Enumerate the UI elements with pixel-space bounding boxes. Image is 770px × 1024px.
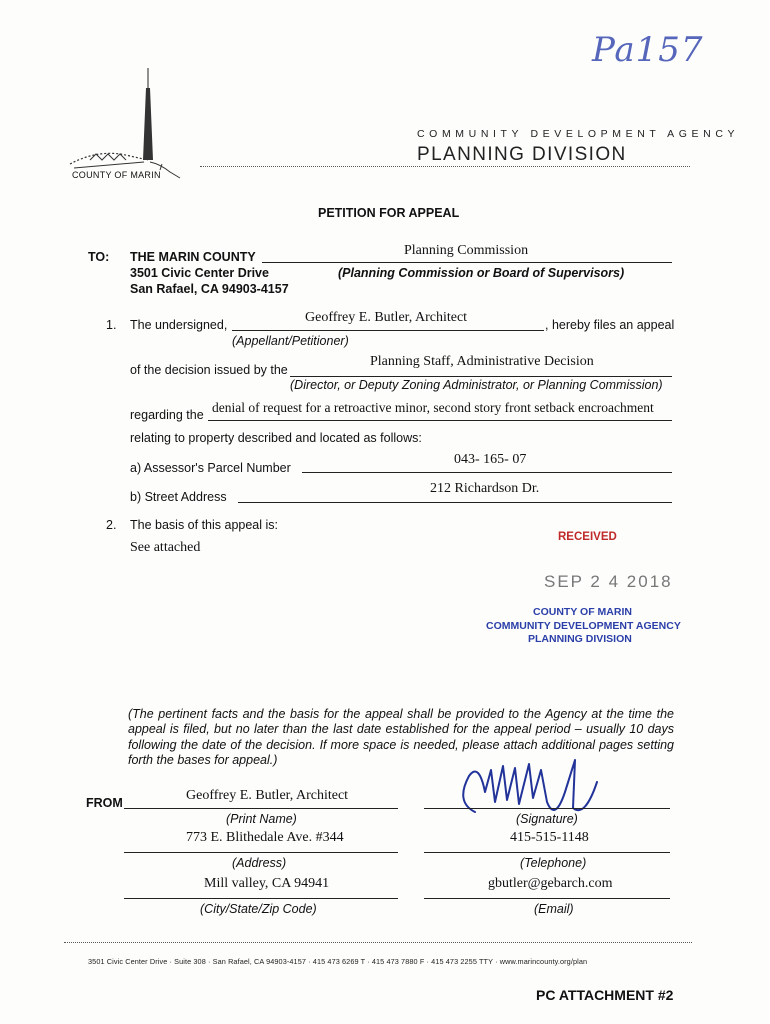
item1-number: 1. (106, 318, 117, 332)
signature-caption: (Signature) (516, 812, 578, 826)
to-label: TO: (88, 250, 110, 264)
item2-value: See attached (130, 540, 201, 555)
address-value: 773 E. Blithedale Ave. #344 (186, 830, 344, 845)
item1-prefix: The undersigned, (130, 318, 228, 332)
to-body-line (262, 262, 672, 263)
appellant-line (232, 330, 544, 331)
item2-label: The basis of this appeal is: (130, 518, 278, 532)
address-caption: (Address) (232, 856, 287, 870)
city-caption: (City/State/Zip Code) (200, 902, 317, 916)
to-line2: 3501 Civic Center Drive (130, 266, 269, 280)
street-line (238, 502, 672, 503)
city-line (124, 898, 398, 899)
email-line (424, 898, 670, 899)
signature-line (424, 808, 670, 809)
footer-address: 3501 Civic Center Drive · Suite 308 · San Rafael, CA 94903-4157 · 415 473 6269 T · 415 473 7880 F · 415 473 2255 TTY · www.marincounty.org/plan (88, 957, 588, 966)
agency-name: COMMUNITY DEVELOPMENT AGENCY (417, 128, 740, 140)
to-line1: THE MARIN COUNTY (130, 250, 256, 264)
letterhead-rule (200, 166, 690, 167)
address-line (124, 852, 398, 853)
email-value: gbutler@gebarch.com (488, 876, 613, 891)
parcel-value: 043- 165- 07 (454, 452, 527, 467)
street-value: 212 Richardson Dr. (430, 481, 540, 496)
to-line3: San Rafael, CA 94903-4157 (130, 282, 289, 296)
division-name: PLANNING DIVISION (417, 144, 627, 165)
instructions: (The pertinent facts and the basis for the appeal shall be provided to the Agency at the time the appeal is filed, but no later than the last date established for the appeal period – usually 10 days following the date of the decision. If more space is needed, please attach additional pages setting forth the bases for appeal.) (128, 707, 674, 767)
pc-attachment-label: PC ATTACHMENT #2 (536, 987, 674, 1003)
from-label: FROM (86, 796, 123, 810)
print-name-value: Geoffrey E. Butler, Architect (186, 788, 349, 803)
regarding-prefix: regarding the (130, 408, 204, 422)
appellant-value: Geoffrey E. Butler, Architect (305, 310, 468, 325)
county-logo-label: COUNTY OF MARIN (72, 170, 161, 180)
relating-text: relating to property described and located as follows: (130, 431, 422, 445)
regarding-value: denial of request for a retroactive minor, second story front setback encroachment (212, 400, 654, 415)
item1-suffix: , hereby files an appeal (545, 318, 675, 332)
stamp-date: SEP 2 4 2018 (544, 572, 673, 591)
to-body-value: Planning Commission (404, 243, 529, 258)
form-title: PETITION FOR APPEAL (318, 206, 460, 220)
footer-rule (64, 942, 692, 943)
telephone-caption: (Telephone) (520, 856, 587, 870)
telephone-line (424, 852, 670, 853)
stamp-received: RECEIVED (558, 531, 617, 543)
decision-prefix: of the decision issued by the (130, 363, 288, 377)
to-body-caption: (Planning Commission or Board of Supervisors) (338, 266, 625, 280)
regarding-line (208, 420, 672, 421)
print-name-caption: (Print Name) (226, 812, 297, 826)
parcel-label: a) Assessor's Parcel Number (130, 461, 291, 475)
telephone-value: 415-515-1148 (510, 830, 589, 845)
parcel-line (302, 472, 672, 473)
print-name-line (124, 808, 398, 809)
email-caption: (Email) (534, 902, 574, 916)
item2-number: 2. (106, 518, 117, 532)
stamp-line1: COUNTY OF MARIN (533, 606, 632, 618)
street-label: b) Street Address (130, 490, 227, 504)
decision-value: Planning Staff, Administrative Decision (370, 354, 594, 369)
decision-line (290, 376, 672, 377)
stamp-line2: COMMUNITY DEVELOPMENT AGENCY (486, 620, 681, 632)
decision-caption: (Director, or Deputy Zoning Administrator, or Planning Commission) (290, 378, 663, 392)
handwritten-id: Pa157 (592, 30, 704, 70)
city-value: Mill valley, CA 94941 (204, 876, 330, 891)
stamp-line3: PLANNING DIVISION (528, 633, 632, 645)
appellant-caption: (Appellant/Petitioner) (232, 334, 349, 348)
